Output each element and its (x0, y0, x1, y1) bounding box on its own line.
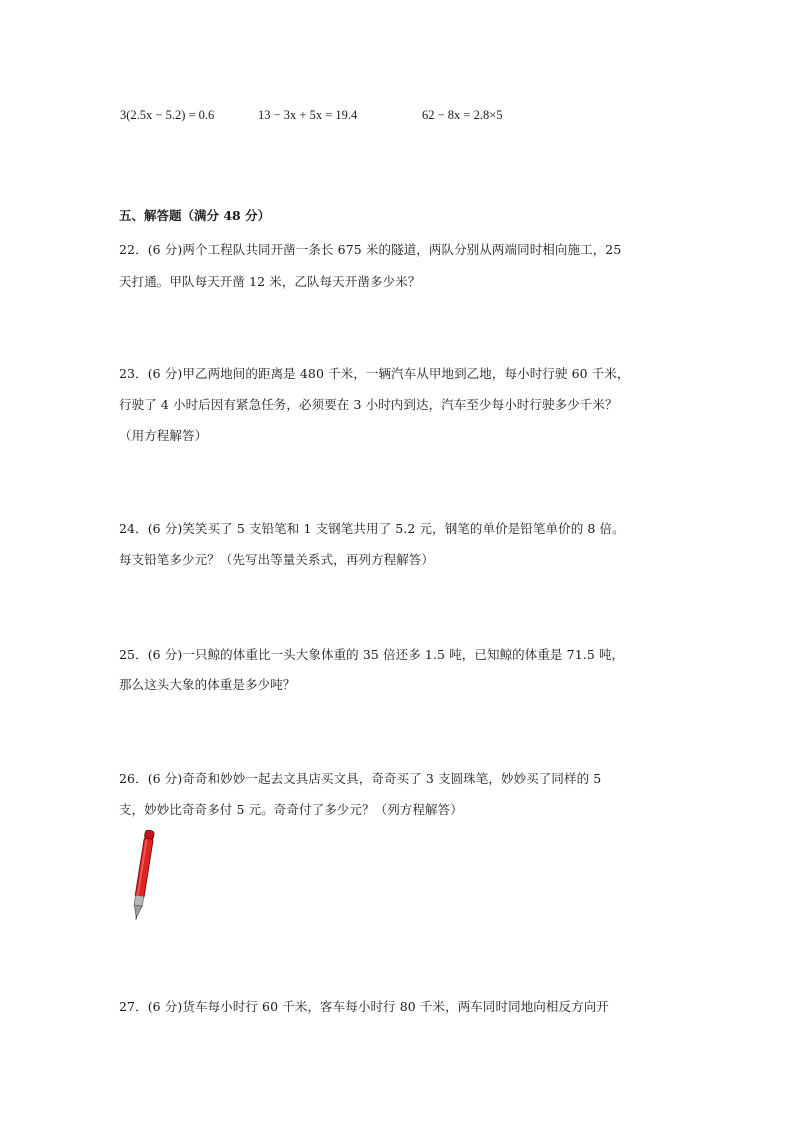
question-24-line-1: 24．(6 分)笑笑买了 5 支铅笔和 1 支钢笔共用了 5.2 元，钢笔的单价是铅笔单价的 8 倍。 (119, 521, 625, 536)
question-23-line-3: （用方程解答） (119, 428, 208, 443)
question-24-line-2: 每支铅笔多少元？（先写出等量关系式，再列方程解答） (119, 552, 435, 567)
equation-2: 13 − 3x + 5x = 19.4 (258, 108, 358, 122)
pen-illustration (126, 828, 160, 922)
question-23-line-1: 23．(6 分)甲乙两地间的距离是 480 千米，一辆汽车从甲地到乙地，每小时行驶 60 千米， (119, 366, 630, 381)
section-title: 五、解答题（满分 48 分） (119, 208, 271, 223)
equation-1: 3(2.5x − 5.2) = 0.6 (120, 108, 215, 122)
question-22-line-1: 22．(6 分)两个工程队共同开凿一条长 675 米的隧道，两队分别从两端同时相向施工，25 (119, 242, 622, 257)
question-25-line-1: 25．(6 分)一只鲸的体重比一头大象体重的 35 倍还多 1.5 吨，已知鲸的体重是 71.5 吨， (119, 647, 625, 662)
question-26-line-1: 26．(6 分)奇奇和妙妙一起去文具店买文具，奇奇买了 3 支圆珠笔，妙妙买了同样的 5 (119, 771, 602, 786)
equation-3: 62 − 8x = 2.8×5 (422, 108, 503, 122)
question-25-line-2: 那么这头大象的体重是多少吨？ (119, 677, 296, 692)
equation-row (120, 108, 720, 128)
question-23-line-2: 行驶了 4 小时后因有紧急任务，必须要在 3 小时内到达，汽车至少每小时行驶多少千米？ (119, 397, 618, 412)
question-22-line-2: 天打通。甲队每天开凿 12 米，乙队每天开凿多少米？ (119, 274, 421, 289)
question-27-line-1: 27．(6 分)货车每小时行 60 千米，客车每小时行 80 千米，两车同时同地向相反方向开 (119, 999, 609, 1014)
question-26-line-2: 支，妙妙比奇奇多付 5 元。奇奇付了多少元？（列方程解答） (119, 802, 463, 817)
